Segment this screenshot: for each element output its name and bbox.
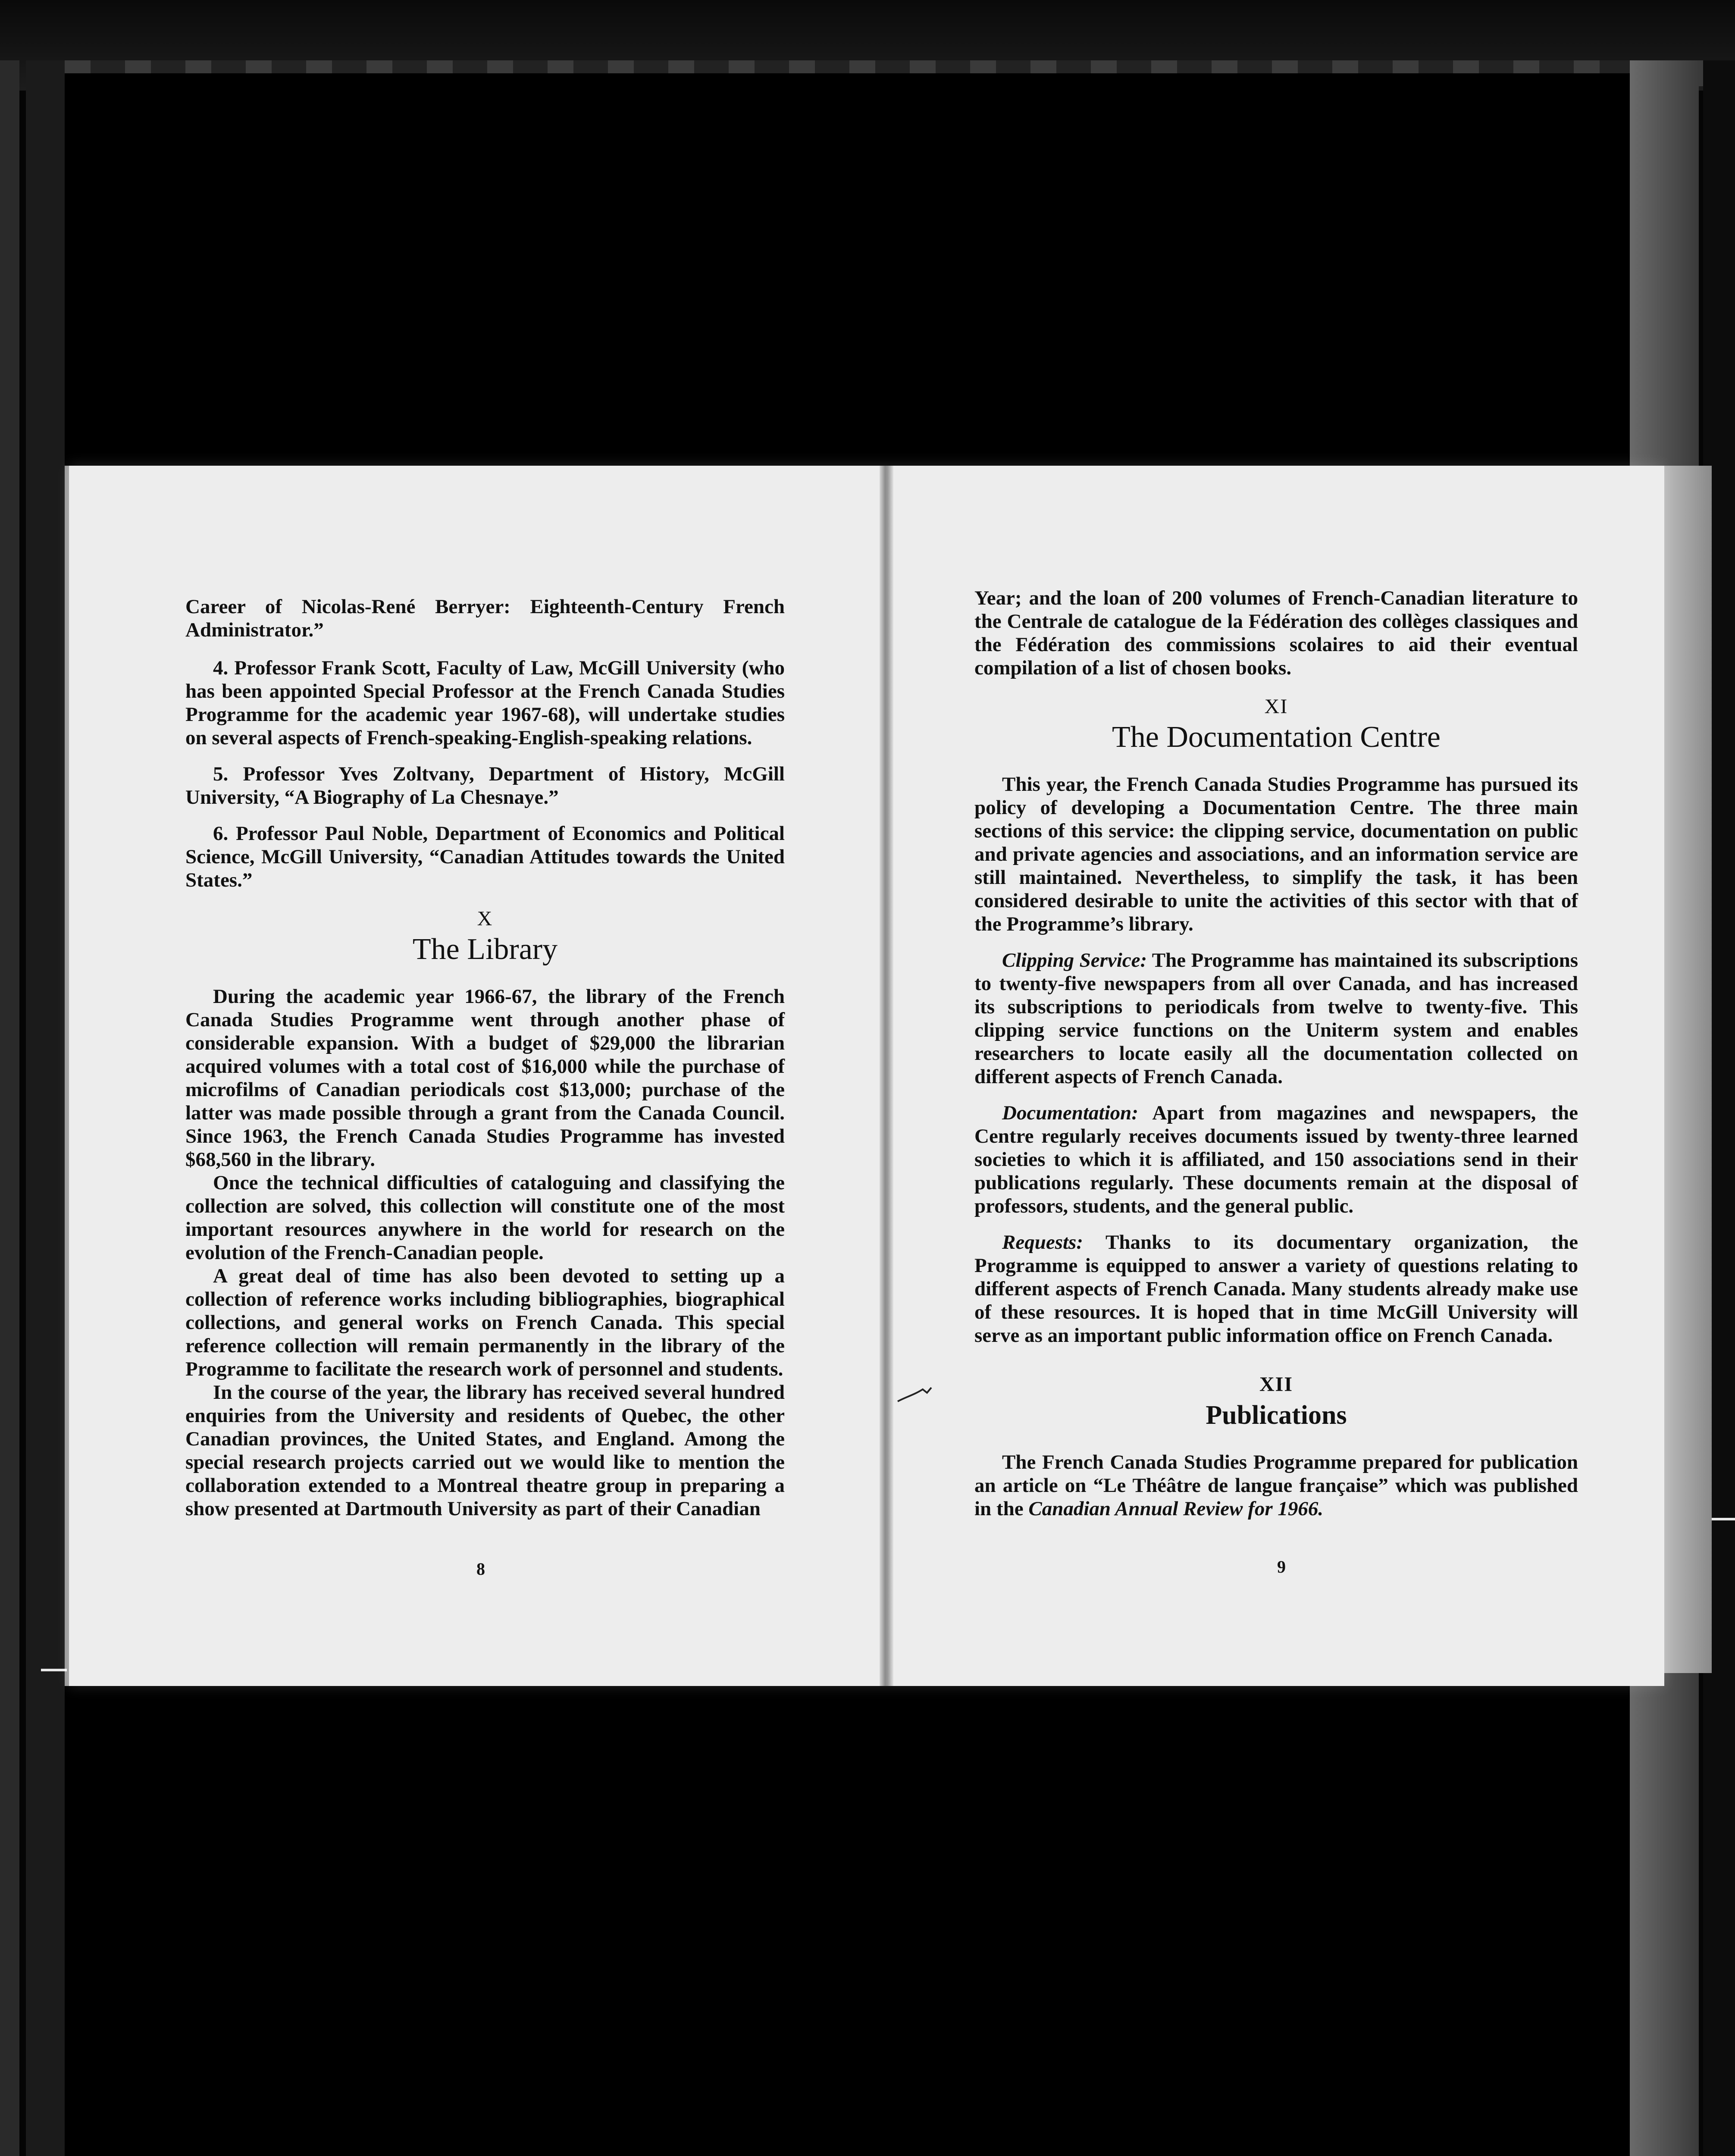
paragraph-documentation [974, 1101, 1578, 1218]
section-number: XII [1259, 1373, 1293, 1396]
edge-mark [41, 1669, 67, 1671]
publication-title: Canadian Annual Review for 1966. [1028, 1498, 1324, 1520]
section-title: The Library [412, 933, 558, 966]
section-number: XI [1264, 695, 1288, 718]
paragraph: In the course of the year, the library has received several hundred enquiries from the University and residents of Quebec, the other Canadian provinces, the United States, and England. Among the special research projects carried out we would like to mention the collaboration extended to a Montreal theatre group in preparing a show presented at Dartmouth University as part of their Canadian [185, 1381, 785, 1520]
section-number: X [477, 907, 493, 930]
edge-mark [1712, 1518, 1735, 1520]
paragraph: Career of Nicolas-René Berryer: Eighteenth-Century French Administrator.” [185, 595, 785, 641]
paragraph: 4. Professor Frank Scott, Faculty of Law, McGill University (who has been appointed Special Professor at the French Canada Studies Programme for the academic year 1967-68), will undertake studies on several aspects of French-speaking-English-speaking relations. [185, 657, 785, 749]
paragraph-text: Apart from magazines and newspapers, the Centre regularly receives documents issued by twenty-three learned societies to which it is affiliated, and 150 associations send in their publications regularly. These documents remain at the disposal of professors, students, and the general public. [974, 1102, 1578, 1217]
paragraph: 6. Professor Paul Noble, Department of Economics and Political Science, McGill University, “Canadian Attitudes towards the United States.” [185, 822, 785, 891]
paragraph: Once the technical difficulties of cataloguing and classifying the collection are solved, this collection will constitute one of the most important resources anywhere in the world for research on the evolution of the French-Canadian people. [185, 1172, 785, 1264]
film-strip-left-inner [26, 60, 65, 2156]
book-gutter [880, 466, 893, 1686]
run-in-heading: Requests: [1002, 1231, 1083, 1253]
run-in-heading: Clipping Service: [1002, 949, 1147, 971]
adjacent-page-right-edge [1660, 466, 1712, 1673]
paragraph-text: Thanks to its documentary organization, the Programme is equipped to answer a variety of questions relating to different aspects of French Canada. Many students already make use of these resources. It is hoped that in time McGill University will serve as an important public information office on French Canada. [974, 1231, 1578, 1347]
paragraph-requests [974, 1231, 1578, 1347]
section-title: Publications [1206, 1401, 1347, 1430]
page-number: 8 [476, 1559, 485, 1579]
paragraph-clipping-service [974, 949, 1578, 1088]
paragraph: During the academic year 1966-67, the library of the French Canada Studies Programme went through another phase of considerable expansion. With a budget of $29,000 the librarian acquired volumes with a total cost of $16,000 while the purchase of microfilms of Canadian periodicals cost $13,000; purchase of the latter was made possible through a grant from the Canada Council. Since 1963, the French Canada Studies Programme has invested $68,560 in the library. [185, 985, 785, 1171]
left-page [185, 595, 785, 1520]
page-number: 9 [1277, 1557, 1286, 1576]
paragraph-text: The French Canada Studies Programme prepared for publication an article on “Le Théâtre de langue française” which was published in the [974, 1451, 1578, 1520]
paragraph-publications [974, 1451, 1578, 1520]
run-in-heading: Documentation: [1002, 1102, 1138, 1124]
paragraph-text: The Programme has maintained its subscriptions to twenty-five newspapers from all over Canada, and has increased its subscriptions to periodicals from twelve to twenty-five. This clipping service functions on the Uniterm system and enables researchers to locate easily all the documentation collected on different aspects of French Canada. [974, 949, 1578, 1088]
section-title: The Documentation Centre [1112, 721, 1441, 754]
paragraph: Year; and the loan of 200 volumes of French-Canadian literature to the Centrale de catalogue de la Fédération des collèges classiques and the Fédération des commissions scolaires to aid their eventual compilation of a list of chosen books. [974, 587, 1578, 679]
margin-mark-icon [897, 1384, 936, 1406]
right-page [974, 586, 1578, 1520]
paragraph: A great deal of time has also been devoted to setting up a collection of reference works including bibliographies, biographical collections, and general works on French Canada. This special reference collection will remain permanently in the library of the Programme to facilitate the research work of personnel and students. [185, 1265, 785, 1380]
paragraph: 5. Professor Yves Zoltvany, Department of History, McGill University, “A Biography of La Chesnaye.” [185, 763, 785, 808]
film-strip-left-outer [0, 60, 19, 2156]
paragraph: This year, the French Canada Studies Programme has pursued its policy of developing a Documentation Centre. The three main sections of this service: the clipping service, documentation on public and private agencies and associations, and an information service are still maintained. Nevertheless, to simplify the task, it has been considered desirable to unite the activities of this sector with that of the Programme’s library. [974, 773, 1578, 935]
